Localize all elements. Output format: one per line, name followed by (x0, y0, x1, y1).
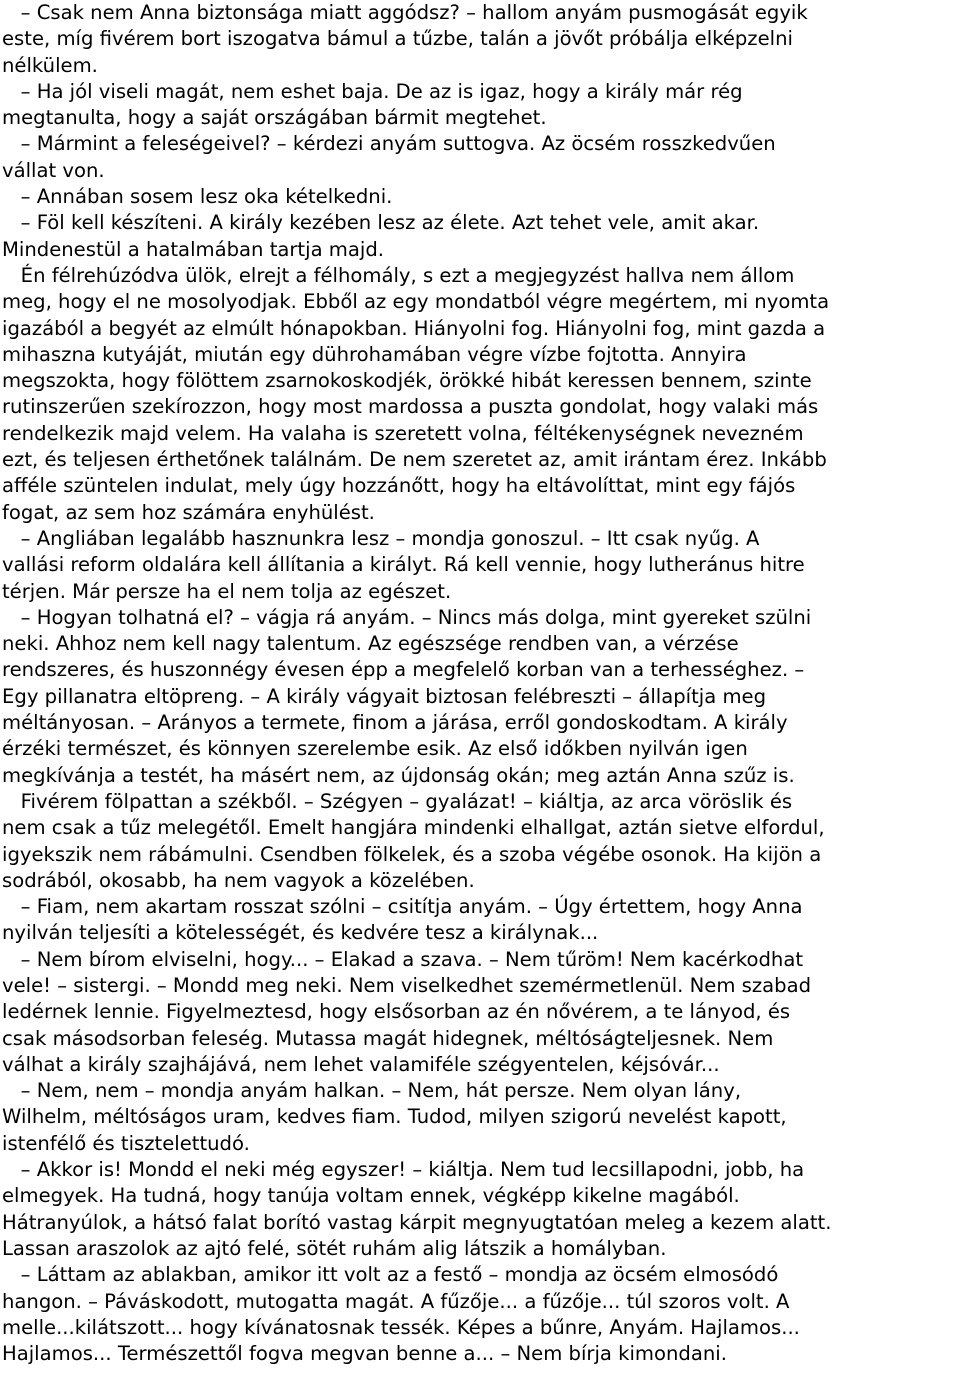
text-line: – Nem bírom elviselni, hogy... – Elakad a szava. – Nem tűröm! Nem kacérkodhat (2, 947, 804, 971)
text-line: rutinszerűen szekírozzon, hogy most mardossa a puszta gondolat, hogy valaki más (2, 395, 819, 419)
text-line: – Föl kell készíteni. A király kezében lesz az élete. Azt tehet vele, amit akar. (2, 211, 760, 235)
text-line: hangon. – Páváskodott, mutogatta magát. A fűzője... a fűzője... túl szoros volt. A (2, 1289, 790, 1313)
text-line: Egy pillanatra eltöpreng. – A király vágyait biztosan felébreszti – állapítja meg (2, 684, 767, 708)
text-line: méltányosan. – Arányos a termete, finom a járása, erről gondoskodtam. A király (2, 711, 788, 735)
text-line: megkívánja a testét, ha másért nem, az újdonság okán; meg aztán Anna szűz is. (2, 763, 795, 787)
text-line: – Annában sosem lesz oka kételkedni. (2, 185, 393, 209)
text-line: megtanulta, hogy a saját országában bármit megtehet. (2, 106, 547, 130)
document-page (2, 0, 958, 1367)
text-line: – Hogyan tolhatná el? – vágja rá anyám. – Nincs más dolga, mint gyereket szülni (2, 605, 812, 629)
text-line: Wilhelm, méltóságos uram, kedves fiam. Tudod, milyen szigorú nevelést kapott, (2, 1105, 787, 1129)
text-line: afféle szüntelen indulat, mely úgy hozzánőtt, hogy ha eltávolíttat, mint egy fájós (2, 474, 796, 498)
text-line: mihaszna kutyáját, miután egy dührohamában végre vízbe fojtotta. Annyira (2, 342, 747, 366)
text-line: vele! – sistergi. – Mondd meg neki. Nem viselkedhet szemérmetlenül. Nem szabad (2, 973, 812, 997)
text-line: rendszeres, és huszonnégy évesen épp a megfelelő korban van a terhességhez. – (2, 658, 805, 682)
text-line: sodrából, okosabb, ha nem vagyok a közelében. (2, 868, 475, 892)
text-line: Fivérem fölpattan a székből. – Szégyen – gyalázat! – kiáltja, az arca vöröslik és (2, 789, 793, 813)
text-line: – Ha jól viseli magát, nem eshet baja. De az is igaz, hogy a király már rég (2, 79, 743, 103)
text-line: nyilván teljesíti a kötelességét, és kedvére tesz a királynak... (2, 921, 599, 945)
text-line: igazából a begyét az elmúlt hónapokban. Hiányolni fog. Hiányolni fog, mint gazda a (2, 316, 826, 340)
text-line: Mindenestül a hatalmában tartja majd. (2, 237, 385, 261)
text-line: – Nem, nem – mondja anyám halkan. – Nem, hát persze. Nem olyan lány, (2, 1079, 742, 1103)
text-line: – Akkor is! Mondd el neki még egyszer! – kiáltja. Nem tud lecsillapodni, jobb, ha (2, 1158, 805, 1182)
text-line: vállat von. (2, 158, 105, 182)
text-line: meg, hogy el ne mosolyodjak. Ebből az egy mondatból végre megértem, mi nyomta (2, 290, 830, 314)
text-line: istenfélő és tisztelettudó. (2, 1131, 250, 1155)
text-line: ledérnek lennie. Figyelmeztesd, hogy elsősorban az én nővérem, a te lányod, és (2, 1000, 791, 1024)
text-line: rendelkezik majd velem. Ha valaha is szeretett volna, féltékenységnek nevezném (2, 421, 804, 445)
text-line: melle...kilátszott... hogy kívánatosnak tessék. Képes a bűnre, Anyám. Hajlamos... (2, 1315, 800, 1339)
text-line: – Mármint a feleségeivel? – kérdezi anyám suttogva. Az öcsém rosszkedvűen (2, 132, 776, 156)
text-line: csak másodsorban feleség. Mutassa magát hidegnek, méltóságteljesnek. Nem (2, 1026, 774, 1050)
text-line: térjen. Már persze ha el nem tolja az egészet. (2, 579, 452, 603)
text-line: válhat a király szajhájává, nem lehet valamiféle szégyentelen, kéjsóvár... (2, 1052, 720, 1076)
text-line: érzéki természet, és könnyen szerelembe esik. Az első időkben nyilván igen (2, 737, 748, 761)
text-line: nélkülem. (2, 53, 98, 77)
text-line: neki. Ahhoz nem kell nagy talentum. Az egészsége rendben van, a vérzése (2, 632, 739, 656)
text-line: elmegyek. Ha tudná, hogy tanúja voltam ennek, végképp kikelne magából. (2, 1184, 740, 1208)
text-line: – Angliában legalább hasznunkra lesz – mondja gonoszul. – Itt csak nyűg. A (2, 526, 760, 550)
text-line: ezt, és teljesen érthetőnek találnám. De nem szeretet az, amit irántam érez. Inkább (2, 448, 827, 472)
text-line: nem csak a tűz melegétől. Emelt hangjára mindenki elhallgat, aztán sietve elfordul, (2, 816, 825, 840)
text-line: Hátranyúlok, a hátsó falat borító vastag kárpit megnyugtatóan meleg a kezem alatt. (2, 1210, 832, 1234)
text-line: – Csak nem Anna biztonsága miatt aggódsz? – hallom anyám pusmogását egyik (2, 1, 808, 24)
text-line: Lassan araszolok az ajtó felé, sötét ruhám alig látszik a homályban. (2, 1236, 667, 1260)
text-line: – Fiam, nem akartam rosszat szólni – csitítja anyám. – Úgy értettem, hogy Anna (2, 895, 803, 919)
text-line: fogat, az sem hoz számára enyhülést. (2, 500, 375, 524)
text-line: – Láttam az ablakban, amikor itt volt az a festő – mondja az öcsém elmosódó (2, 1263, 779, 1287)
text-line: Hajlamos... Természettől fogva megvan benne a... – Nem bírja kimondani. (2, 1342, 727, 1366)
text-line: este, míg fivérem bort iszogatva bámul a tűzbe, talán a jövőt próbálja elképzelni (2, 27, 793, 51)
text-line: megszokta, hogy fölöttem zsarnokoskodjék, örökké hibát keressen bennem, szinte (2, 369, 812, 393)
text-line: Én félrehúzódva ülök, elrejt a félhomály, s ezt a megjegyzést hallva nem állom (2, 263, 795, 287)
text-line: igyekszik nem rábámulni. Csendben fölkelek, és a szoba végébe osonok. Ha kijön a (2, 842, 822, 866)
text-line: vallási reform oldalára kell állítania a királyt. Rá kell vennie, hogy lutheránus hitre (2, 553, 805, 577)
